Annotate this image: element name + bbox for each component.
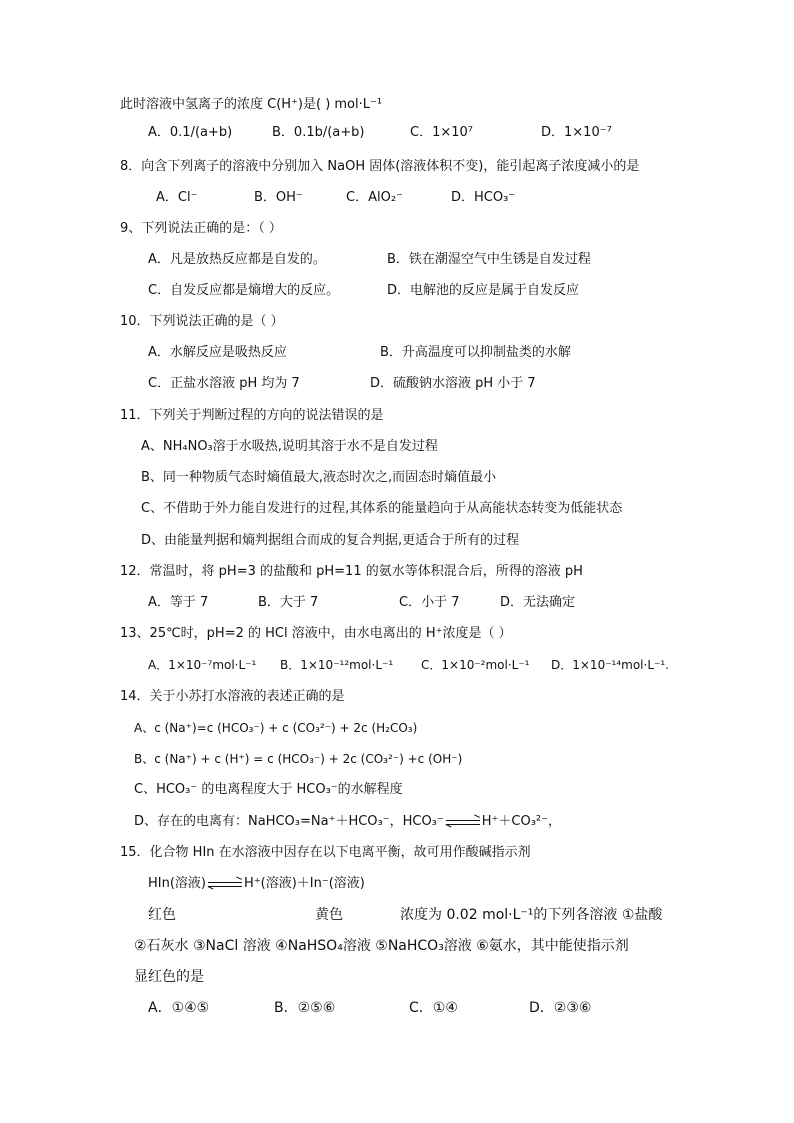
q10-stem: 10．下列说法正确的是（ ） xyxy=(120,314,284,329)
q14-option-d xyxy=(134,813,561,831)
q15-eq-right: H⁺(溶液)＋In⁻(溶液) xyxy=(244,876,365,891)
q15-option-a: A．①④⑤ xyxy=(148,1000,210,1016)
q8-option-c: C．AlO₂⁻ xyxy=(346,190,403,205)
q14-option-a: A、c (Na⁺)=c (HCO₃⁻) + c (CO₃²⁻) + 2c (H₂CO₃) xyxy=(134,721,418,735)
q15-option-b: B．②⑤⑥ xyxy=(274,1000,336,1016)
q11-stem: 11．下列关于判断过程的方向的说法错误的是 xyxy=(120,408,384,423)
q7-option-d: D．1×10⁻⁷ xyxy=(541,125,612,140)
q9-option-b: B．铁在潮湿空气中生锈是自发过程 xyxy=(387,252,591,267)
q13-option-a: A．1×10⁻⁷mol·L⁻¹ xyxy=(148,658,257,672)
q10-option-d: D．硫酸钠水溶液 pH 小于 7 xyxy=(370,376,536,391)
q15-stem: 15．化合物 HIn 在水溶液中因存在以下电离平衡，故可用作酸碱指示剂 xyxy=(120,845,531,860)
q14-option-b: B、c (Na⁺) + c (H⁺) = c (HCO₃⁻) + 2c (CO₃²⁻) +c (OH⁻) xyxy=(134,752,463,766)
q12-option-b: B．大于 7 xyxy=(258,595,319,610)
q8-stem: 8．向含下列离子的溶液中分别加入 NaOH 固体(溶液体积不变)，能引起离子浓度减小的是 xyxy=(120,159,640,174)
q15-concentration-text: 浓度为 0.02 mol·L⁻¹的下列各溶液 ①盐酸 xyxy=(400,907,663,923)
q15-eq-left: HIn(溶液) xyxy=(148,876,206,891)
q11-option-a: A、NH₄NO₃溶于水吸热,说明其溶于水不是自发过程 xyxy=(141,439,438,454)
q12-option-d: D．无法确定 xyxy=(500,595,576,610)
q12-stem: 12．常温时，将 pH=3 的盐酸和 pH=11 的氨水等体积混合后，所得的溶液 pH xyxy=(120,564,583,579)
q8-option-a: A．Cl⁻ xyxy=(156,190,198,205)
q9-stem: 9、下列说法正确的是：（ ） xyxy=(120,221,282,236)
q10-option-a: A．水解反应是吸热反应 xyxy=(148,345,287,360)
q12-option-a: A．等于 7 xyxy=(148,595,209,610)
q9-option-c: C．自发反应都是熵增大的反应。 xyxy=(148,283,340,298)
q14-option-d-left: D、存在的电离有：NaHCO₃=Na⁺＋HCO₃⁻，HCO₃⁻ xyxy=(134,814,444,829)
q15-color-yellow: 黄色 xyxy=(315,907,343,923)
q15-color-red: 红色 xyxy=(148,907,176,923)
q10-option-b: B．升高温度可以抑制盐类的水解 xyxy=(380,345,571,360)
q13-option-b: B．1×10⁻¹²mol·L⁻¹ xyxy=(280,658,394,672)
q13-option-d: D．1×10⁻¹⁴mol·L⁻¹. xyxy=(551,658,669,672)
q11-option-c: C、不借助于外力能自发进行的过程,其体系的能量趋向于从高能状态转变为低能状态 xyxy=(141,501,623,516)
q8-option-d: D．HCO₃⁻ xyxy=(451,190,516,205)
q13-option-c: C．1×10⁻²mol·L⁻¹ xyxy=(421,658,530,672)
q15-line4: ②石灰水 ③NaCl 溶液 ④NaHSO₄溶液 ⑤NaHCO₃溶液 ⑥氨水，其中能使指示剂 xyxy=(134,938,629,954)
equilibrium-arrow-icon xyxy=(208,879,242,889)
q7-stem: 此时溶液中氢离子的浓度 C(H⁺)是( ) mol·L⁻¹ xyxy=(120,97,383,112)
q15-equation xyxy=(148,875,365,893)
q11-option-b: B、同一种物质气态时熵值最大,液态时次之,而固态时熵值最小 xyxy=(141,470,497,485)
q11-option-d: D、由能量判据和熵判据组合而成的复合判据,更适合于所有的过程 xyxy=(141,533,520,548)
q7-option-b: B．0.1b/(a+b) xyxy=(272,125,365,140)
q7-option-a: A．0.1/(a+b) xyxy=(148,125,233,140)
q8-option-b: B．OH⁻ xyxy=(254,190,303,205)
q13-stem: 13、25℃时，pH=2 的 HCl 溶液中，由水电离出的 H⁺浓度是（ ） xyxy=(120,626,512,641)
q15-line5: 显红色的是 xyxy=(134,969,204,985)
q12-option-c: C．小于 7 xyxy=(399,595,460,610)
q9-option-a: A．凡是放热反应都是自发的。 xyxy=(148,252,326,267)
q15-option-d: D．②③⑥ xyxy=(529,1000,592,1016)
q9-option-d: D．电解池的反应是属于自发反应 xyxy=(387,283,580,298)
q15-option-c: C．①④ xyxy=(409,1000,458,1016)
q7-option-c: C．1×10⁷ xyxy=(410,125,473,140)
q14-option-d-right: H⁺＋CO₃²⁻， xyxy=(481,814,561,829)
q14-stem: 14．关于小苏打水溶液的表述正确的是 xyxy=(120,689,345,704)
q10-option-c: C．正盐水溶液 pH 均为 7 xyxy=(148,376,300,391)
q14-option-c: C、HCO₃⁻ 的电离程度大于 HCO₃⁻的水解程度 xyxy=(134,782,403,797)
equilibrium-arrow-icon xyxy=(446,817,480,827)
